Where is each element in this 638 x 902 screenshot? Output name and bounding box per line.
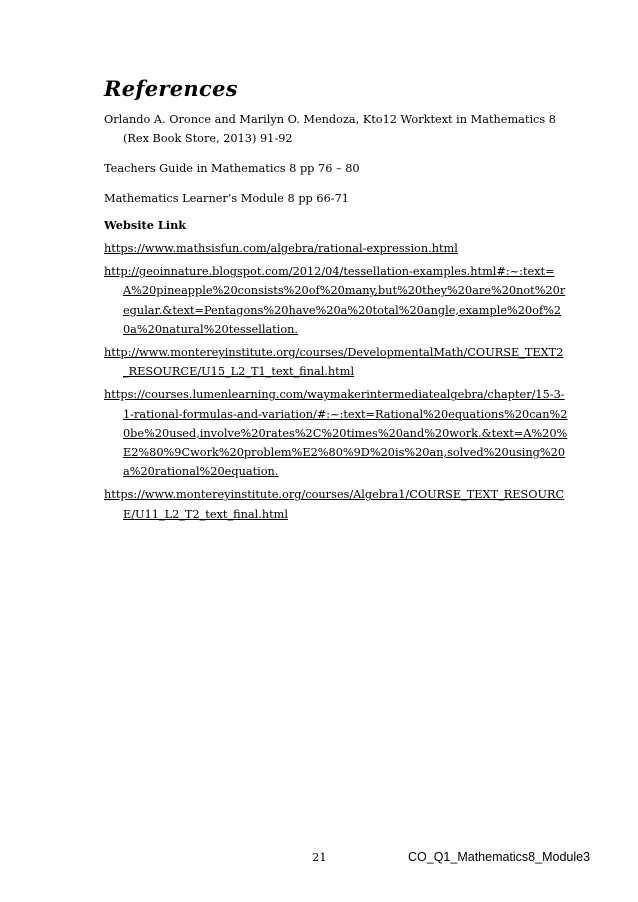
link-item bbox=[104, 239, 568, 258]
reference-item: Teachers Guide in Mathematics 8 pp 76 – 80 bbox=[104, 162, 360, 175]
link-item bbox=[104, 262, 568, 339]
reference-item: Mathematics Learner’s Module 8 pp 66-71 bbox=[104, 192, 349, 205]
website-link[interactable]: https://www.montereyinstitute.org/courses/Algebra1/COURSE_TEXT_RESOURCE/U11_L2_T2_text_final.html bbox=[104, 488, 565, 521]
page-number: 21 bbox=[312, 850, 327, 864]
website-link-heading: Website Link bbox=[104, 218, 187, 232]
module-code: CO_Q1_Mathematics8_Module3 bbox=[408, 850, 591, 864]
website-link[interactable]: https://courses.lumenlearning.com/waymakerintermediatealgebra/chapter/15-3-1-rational-formulas-and-variation/#:~:text=Rational%20equations%20can%20be%20used,involve%20rates%2C%20times%20and%20work.&text=A%20%E2%80%9Cwork%20problem%E2%80%9D%20is%20an,solved%20using%20a%20rational%20equation. bbox=[104, 388, 568, 479]
website-link[interactable]: https://www.mathsisfun.com/algebra/rational-expression.html bbox=[104, 242, 458, 255]
website-links-list bbox=[104, 239, 568, 528]
website-link[interactable]: http://www.montereyinstitute.org/courses/DevelopmentalMath/COURSE_TEXT2_RESOURCE/U15_L2_T1_text_final.html bbox=[104, 346, 564, 379]
page-footer bbox=[0, 850, 638, 870]
link-item bbox=[104, 343, 568, 381]
link-item bbox=[104, 485, 568, 523]
reference-item: Orlando A. Oronce and Marilyn O. Mendoza, Kto12 Worktext in Mathematics 8 (Rex Book Store, 2013) 91-92 bbox=[104, 113, 556, 145]
references-heading: References bbox=[104, 76, 238, 101]
references-list bbox=[104, 110, 574, 219]
website-link[interactable]: http://geoinnature.blogspot.com/2012/04/tessellation-examples.html#:~:text=A%20pineapple%20consists%20of%20many,but%20they%20are%20not%20regular.&text=Pentagons%20have%20a%20total%20angle,example%20of%20a%20natural%20tessellation. bbox=[104, 265, 566, 336]
link-item bbox=[104, 385, 568, 481]
